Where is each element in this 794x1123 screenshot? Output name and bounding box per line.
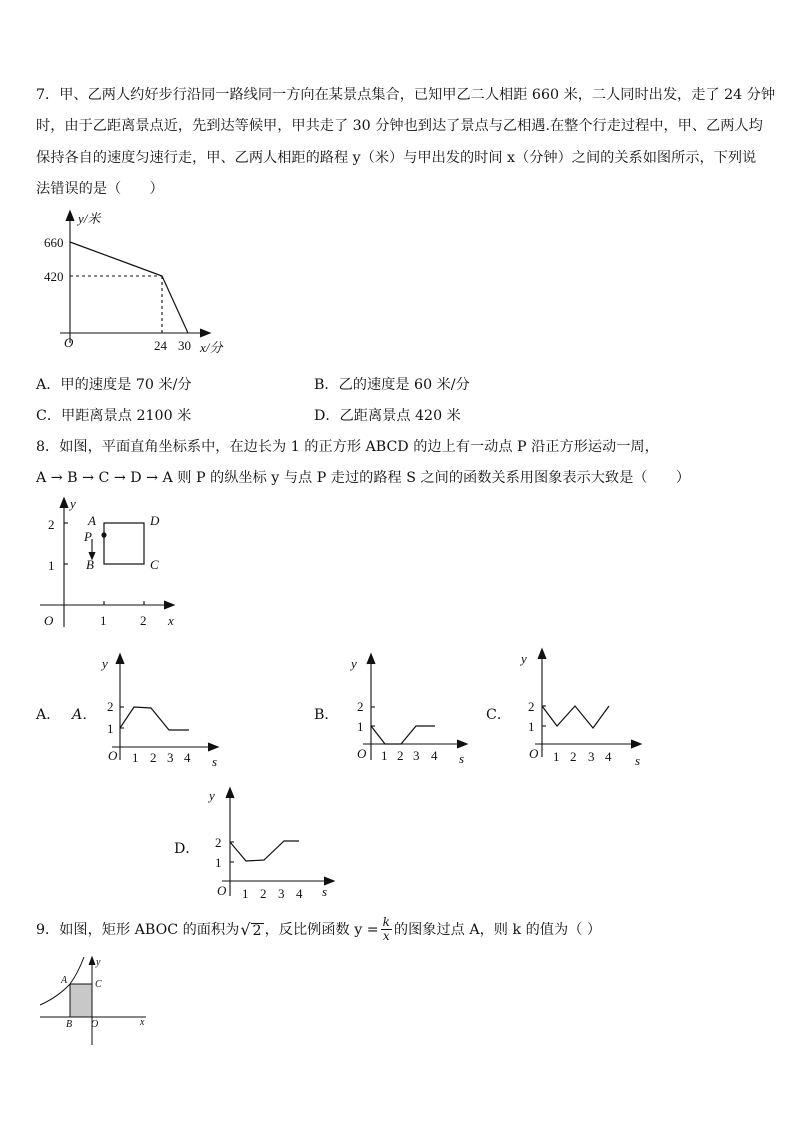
q7-xtick-24: 24 — [154, 338, 167, 353]
q8-option-a[interactable]: A． — [36, 707, 61, 723]
svg-text:s: s — [459, 751, 465, 766]
svg-text:2: 2 — [107, 699, 114, 714]
svg-text:O: O — [357, 746, 367, 761]
svg-text:s: s — [212, 754, 218, 769]
svg-text:1: 1 — [242, 886, 249, 901]
q8-fig-ytick-1: 1 — [48, 558, 55, 573]
q7-option-d[interactable]: D．乙距离景点 420 米 — [314, 408, 461, 424]
svg-text:4: 4 — [184, 750, 191, 765]
q8-graph-a — [92, 650, 232, 770]
svg-text:O: O — [91, 1019, 99, 1030]
q7-option-c[interactable]: C．甲距离景点 2100 米 — [36, 408, 192, 424]
svg-text:2: 2 — [215, 835, 222, 850]
q9-fraction: $\frac{k}{x}$ — [382, 914, 390, 943]
svg-text:O: O — [217, 883, 227, 898]
q8-graph-b — [343, 650, 483, 770]
q7-x-label: x/分 — [200, 340, 223, 355]
q8-option-a-extra: A． — [72, 707, 97, 723]
svg-text:y: y — [209, 788, 215, 803]
svg-text:2: 2 — [150, 750, 157, 765]
q7-y-label: y/米 — [78, 211, 101, 226]
svg-text:4: 4 — [605, 749, 612, 764]
svg-text:1: 1 — [132, 750, 139, 765]
svg-text:1: 1 — [107, 721, 114, 736]
q9-rectangle-abco — [70, 984, 92, 1017]
svg-text:1: 1 — [357, 719, 364, 734]
q8-option-d[interactable]: D． — [174, 841, 200, 857]
svg-text:A: A — [61, 975, 68, 986]
q8-square-figure — [0, 492, 200, 637]
q8-fig-label-c: C — [150, 557, 159, 572]
q9-text-before: 9．如图，矩形 ABOC 的面积为 — [36, 922, 240, 938]
q8-graph-d — [204, 784, 349, 909]
q8-graph-b-curve — [371, 726, 435, 744]
q8-graph-d-curve — [230, 841, 299, 861]
svg-text:2: 2 — [397, 748, 404, 763]
svg-text:2: 2 — [570, 749, 577, 764]
svg-text:s: s — [322, 884, 328, 899]
q8-fig-label-a: A — [88, 513, 96, 528]
q8-y-arrow — [60, 498, 68, 508]
q9-text-mid: ，反比例函数 y = — [264, 922, 379, 938]
svg-text:2: 2 — [260, 886, 267, 901]
svg-text:O: O — [529, 746, 539, 761]
q7-graph — [0, 205, 260, 360]
q8-graph-c — [515, 645, 655, 770]
q8-graph-c-curve — [542, 706, 609, 728]
svg-text:1: 1 — [553, 749, 560, 764]
q8-fig-x-label: x — [168, 613, 174, 628]
svg-text:3: 3 — [167, 750, 174, 765]
q8-line-1: 8．如图，平面直角坐标系中，在边长为 1 的正方形 ABCD 的边上有一动点 P 沿正方形运动一周， — [36, 439, 659, 455]
q7-line-1: 7．甲、乙两人约好步行沿同一路线同一方向在某景点集合，已知甲乙二人相距 660 米，二人同时出发，走了 24 分钟 — [36, 87, 776, 103]
q8-fig-label-d: D — [150, 513, 160, 528]
q7-option-b[interactable]: B．乙的速度是 60 米/分 — [314, 377, 470, 393]
q8-fig-y-label: y — [70, 496, 76, 511]
q7-xtick-30: 30 — [178, 338, 191, 353]
svg-text:1: 1 — [528, 719, 535, 734]
svg-text:s: s — [635, 753, 641, 768]
svg-text:C: C — [95, 979, 102, 990]
q8-option-c[interactable]: C． — [486, 707, 512, 723]
svg-text:4: 4 — [431, 748, 438, 763]
q8-fig-origin: O — [44, 613, 54, 628]
svg-text:1: 1 — [381, 748, 388, 763]
svg-text:y: y — [102, 656, 108, 671]
svg-text:3: 3 — [588, 749, 595, 764]
q8-option-b[interactable]: B． — [314, 707, 339, 723]
q8-point-p — [101, 532, 106, 537]
q8-graph-a-curve — [120, 707, 189, 730]
q9-figure — [0, 953, 160, 1053]
q9-text-after: 的图象过点 A，则 k 的值为（ ） — [393, 922, 602, 938]
svg-text:y: y — [96, 957, 101, 968]
q8-square-abcd — [104, 523, 144, 564]
q7-y-arrow — [66, 211, 74, 221]
q8-fig-label-p: P — [84, 529, 92, 544]
q7-line-2: 时，由于乙距离景点近，先到达等候甲，甲共走了 30 分钟也到达了景点与乙相遇.在整个行走过程中，甲、乙两人均 — [36, 118, 763, 134]
q7-distance-line — [70, 242, 188, 333]
svg-text:O: O — [108, 748, 118, 763]
svg-text:2: 2 — [528, 699, 535, 714]
q9-line — [36, 912, 601, 946]
svg-text:2: 2 — [357, 699, 364, 714]
svg-text:x: x — [140, 1017, 145, 1028]
svg-text:4: 4 — [296, 886, 303, 901]
svg-text:y: y — [521, 651, 527, 666]
q8-line-2: A → B → C → D → A 则 P 的纵坐标 y 与点 P 走过的路程 S 之间的函数关系用图象表示大致是（ ） — [36, 470, 691, 486]
q7-ytick-660: 660 — [44, 235, 64, 250]
q7-ytick-420: 420 — [44, 269, 64, 284]
q8-fig-xtick-2: 2 — [140, 613, 147, 628]
q7-origin: O — [64, 335, 74, 350]
q7-line-3: 保持各自的速度匀速行走，甲、乙两人相距的路程 y（米）与甲出发的时间 x（分钟）之间的关系如图所示，下列说 — [36, 150, 757, 166]
svg-text:B: B — [66, 1019, 73, 1030]
q7-line-4: 法错误的是（ ） — [36, 181, 164, 197]
q8-x-arrow — [164, 601, 174, 609]
q9-sqrt: √ 2 — [240, 919, 262, 939]
svg-text:1: 1 — [215, 855, 222, 870]
svg-text:3: 3 — [278, 886, 285, 901]
q8-fig-ytick-2: 2 — [48, 517, 55, 532]
svg-text:y: y — [351, 656, 357, 671]
q7-x-arrow — [200, 329, 210, 337]
q7-option-a[interactable]: A．甲的速度是 70 米/分 — [36, 377, 192, 393]
svg-text:3: 3 — [413, 748, 420, 763]
q8-fig-xtick-1: 1 — [100, 613, 107, 628]
q8-fig-label-b: B — [86, 557, 94, 572]
